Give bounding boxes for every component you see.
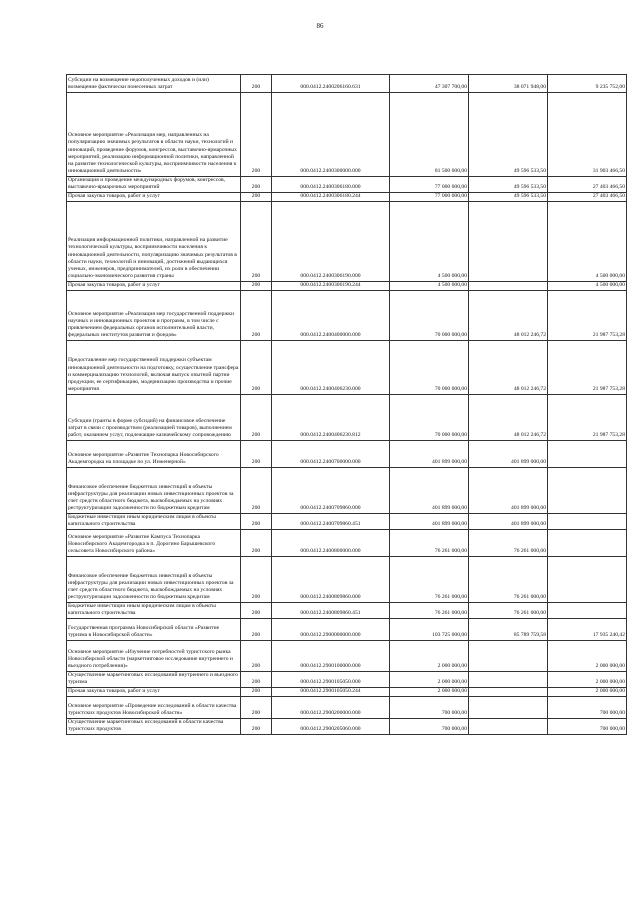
- row-name: Основное мероприятие «Развитие Кампуса Технопарка Новосибирского Академгородка в п. Дорогино Барышевского сельсовета Новосибирского района»: [67, 529, 241, 556]
- row-vr: 200: [241, 340, 272, 394]
- row-name: Прочая закупка товаров, работ и услуг: [67, 687, 241, 696]
- row-code: 000.0412.2900100000.000: [272, 640, 390, 671]
- row-amount-plan: 700 000,00: [390, 718, 469, 734]
- row-name: Реализация информационной политики, направленной на развитие технологической культуры, восприимчивости населения к инновационной деятельности, популяризацию значимых результатов в области науки, технологий и инноваций, достижений выдающихся ученых, инженеров, предпринимателей, их роли в обеспечении социально-экономического развития страны: [67, 201, 241, 281]
- row-code: 000.0412.2400406230.812: [272, 394, 390, 440]
- row-code: 000.0412.2400809860.451: [272, 602, 390, 618]
- row-code: 000.0412.2400300000.000: [272, 93, 390, 177]
- table-row: [67, 556, 627, 602]
- row-code: 000.0412.2900105050.244: [272, 687, 390, 696]
- row-amount-plan: 76 261 000,00: [390, 556, 469, 602]
- page-number: 86: [316, 22, 324, 30]
- row-code: 000.0412.2400809860.000: [272, 556, 390, 602]
- row-name: Субсидии на возмещение недополученных доходов и (или) возмещение фактически понесенных затрат: [67, 75, 241, 93]
- row-vr: 200: [241, 602, 272, 618]
- row-amount-remaining: 31 903 466,50: [548, 93, 627, 177]
- row-code: 000.0412.2900105050.000: [272, 671, 390, 687]
- row-amount-remaining: 2 000 000,00: [548, 671, 627, 687]
- row-name: Бюджетные инвестиции иным юридическим лицам в объекты капитального строительства: [67, 602, 241, 618]
- table-row: [67, 192, 627, 201]
- row-vr: 200: [241, 696, 272, 718]
- row-code: 000.0412.2900205060.000: [272, 718, 390, 734]
- row-name: Осуществление маркетинговых исследований внутреннего и въездного туризма: [67, 671, 241, 687]
- row-amount-plan: 47 307 700,00: [390, 75, 469, 93]
- table-row: [67, 75, 627, 93]
- row-code: 000.0412.2400700000.000: [272, 440, 390, 467]
- row-vr: 200: [241, 93, 272, 177]
- row-amount-remaining: 21 987 753,28: [548, 340, 627, 394]
- row-vr: 200: [241, 718, 272, 734]
- row-amount-remaining: 700 000,00: [548, 718, 627, 734]
- row-amount-executed: 38 071 948,00: [469, 75, 548, 93]
- table-row: [67, 177, 627, 193]
- row-amount-remaining: 4 500 000,00: [548, 201, 627, 281]
- row-name: Организация и проведение международных форумов, конгрессов, выставочно-ярмарочных мероприятий: [67, 177, 241, 193]
- row-name: Основное мероприятие «Развитие Технопарка Новосибирского Академгородка на площадке по ул. Инженерной»: [67, 440, 241, 467]
- row-amount-executed: 48 012 246,72: [469, 340, 548, 394]
- row-code: 000.0412.2400400000.000: [272, 290, 390, 340]
- row-vr: 200: [241, 290, 272, 340]
- row-amount-executed: 76 261 000,00: [469, 602, 548, 618]
- table-row: [67, 671, 627, 687]
- row-amount-remaining: 27 403 466,50: [548, 192, 627, 201]
- row-vr: 200: [241, 618, 272, 640]
- row-name: Финансовое обеспечение бюджетных инвестиций в объекты инфраструктуры для реализации новых инвестиционных проектов за счет средств областного бюджета, высвобождаемых на условиях реструктуризации задолженности по бюджетным кредитам: [67, 467, 241, 513]
- row-name: Предоставление мер государственной поддержки субъектам инновационной деятельности на подготовку, осуществление трансфера и коммерциализацию технологий, включая выпуск опытной партии продукции, ее сертификацию, модернизацию производства и прочие мероприятия: [67, 340, 241, 394]
- row-vr: 200: [241, 556, 272, 602]
- row-vr: 200: [241, 394, 272, 440]
- row-code: 000.0412.2400306180.244: [272, 192, 390, 201]
- row-name: Прочая закупка товаров, работ и услуг: [67, 281, 241, 290]
- budget-table: [66, 74, 627, 735]
- row-code: 000.0412.2400800000.000: [272, 529, 390, 556]
- row-amount-executed: 48 012 246,72: [469, 290, 548, 340]
- table-row: [67, 440, 627, 467]
- row-amount-executed: 49 596 533,50: [469, 93, 548, 177]
- table-row: [67, 696, 627, 718]
- row-amount-remaining: [548, 529, 627, 556]
- row-amount-executed: 401 899 000,00: [469, 467, 548, 513]
- row-vr: 200: [241, 192, 272, 201]
- row-amount-remaining: 2 000 000,00: [548, 640, 627, 671]
- table-row: [67, 467, 627, 513]
- table-row: [67, 718, 627, 734]
- row-vr: 200: [241, 177, 272, 193]
- row-amount-plan: 2 000 000,00: [390, 640, 469, 671]
- table-row: [67, 281, 627, 290]
- row-vr: 200: [241, 75, 272, 93]
- row-amount-plan: 700 000,00: [390, 696, 469, 718]
- row-amount-plan: 70 000 000,00: [390, 290, 469, 340]
- row-name: Основное мероприятие «Проведение исследований в области качества туристских продуктов Новосибирской области»: [67, 696, 241, 718]
- row-code: 000.0412.2400306190.000: [272, 201, 390, 281]
- row-amount-remaining: 4 500 000,00: [548, 281, 627, 290]
- row-name: Осуществление маркетинговых исследований в области качества туристских продуктов: [67, 718, 241, 734]
- table-row: [67, 513, 627, 529]
- row-name: Прочая закупка товаров, работ и услуг: [67, 192, 241, 201]
- row-amount-executed: 76 261 000,00: [469, 529, 548, 556]
- row-amount-plan: 401 899 000,00: [390, 440, 469, 467]
- row-vr: 200: [241, 440, 272, 467]
- row-code: 000.0412.2400306190.244: [272, 281, 390, 290]
- row-amount-remaining: [548, 440, 627, 467]
- row-name: Основное мероприятие «Реализация мер, направленных на популяризацию значимых результатов в области науки, технологий и инноваций, проведение форумов, конгрессов, выставочно-ярмарочных мероприятий, реализацию информационной политики, направленной на развитие технологической культуры, восприимчивости населения к инновационной деятельности»: [67, 93, 241, 177]
- table-row: [67, 290, 627, 340]
- table-row: [67, 201, 627, 281]
- row-vr: 200: [241, 529, 272, 556]
- row-amount-plan: 70 000 000,00: [390, 394, 469, 440]
- row-amount-plan: 103 725 000,00: [390, 618, 469, 640]
- row-amount-plan: 81 500 000,00: [390, 93, 469, 177]
- row-code: 000.0412.2400306180.000: [272, 177, 390, 193]
- row-amount-executed: 49 596 533,50: [469, 192, 548, 201]
- row-amount-plan: 401 899 000,00: [390, 467, 469, 513]
- row-code: 000.0412.2900000000.000: [272, 618, 390, 640]
- row-vr: 200: [241, 513, 272, 529]
- row-name: Субсидии (гранты в форме субсидий) на финансовое обеспечение затрат в связи с производством (реализацией товаров), выполнением работ, оказанием услуг, подлежащие казначейскому сопровождению: [67, 394, 241, 440]
- row-amount-executed: [469, 201, 548, 281]
- table-row: [67, 602, 627, 618]
- row-amount-plan: 2 000 000,00: [390, 687, 469, 696]
- row-amount-executed: 85 789 759,58: [469, 618, 548, 640]
- table-row: [67, 687, 627, 696]
- row-amount-executed: [469, 671, 548, 687]
- row-amount-executed: 48 012 246,72: [469, 394, 548, 440]
- row-amount-executed: [469, 718, 548, 734]
- row-amount-plan: 4 500 000,00: [390, 201, 469, 281]
- row-amount-plan: 4 500 000,00: [390, 281, 469, 290]
- row-amount-remaining: 17 935 240,42: [548, 618, 627, 640]
- row-amount-remaining: 21 987 753,28: [548, 394, 627, 440]
- row-vr: 200: [241, 640, 272, 671]
- row-amount-executed: [469, 696, 548, 718]
- row-amount-plan: 76 261 000,00: [390, 602, 469, 618]
- table-row: [67, 618, 627, 640]
- table-row: [67, 394, 627, 440]
- row-amount-executed: [469, 640, 548, 671]
- row-amount-remaining: 700 000,00: [548, 696, 627, 718]
- budget-table-body: [67, 75, 627, 735]
- table-row: [67, 340, 627, 394]
- row-code: 000.0412.2400709860.451: [272, 513, 390, 529]
- row-amount-plan: 401 899 000,00: [390, 513, 469, 529]
- row-vr: 200: [241, 467, 272, 513]
- row-vr: 200: [241, 687, 272, 696]
- row-amount-remaining: [548, 556, 627, 602]
- table-row: [67, 93, 627, 177]
- row-amount-plan: 77 000 000,00: [390, 192, 469, 201]
- row-amount-plan: 76 261 000,00: [390, 529, 469, 556]
- row-amount-executed: 401 899 000,00: [469, 513, 548, 529]
- row-name: Бюджетные инвестиции иным юридическим лицам в объекты капитального строительства: [67, 513, 241, 529]
- row-amount-remaining: [548, 467, 627, 513]
- row-amount-executed: [469, 281, 548, 290]
- row-vr: 200: [241, 201, 272, 281]
- row-amount-remaining: [548, 513, 627, 529]
- row-vr: 200: [241, 281, 272, 290]
- row-vr: 200: [241, 671, 272, 687]
- row-amount-remaining: 27 403 466,50: [548, 177, 627, 193]
- row-amount-executed: 49 596 533,50: [469, 177, 548, 193]
- row-name: Финансовое обеспечение бюджетных инвестиций в объекты инфраструктуры для реализации новых инвестиционных проектов за счет средств областного бюджета, высвобождаемых на условиях реструктуризации задолженности по бюджетным кредитам: [67, 556, 241, 602]
- table-row: [67, 640, 627, 671]
- row-code: 000.0412.2900200000.000: [272, 696, 390, 718]
- row-amount-plan: 77 000 000,00: [390, 177, 469, 193]
- row-amount-remaining: 2 000 000,00: [548, 687, 627, 696]
- row-amount-plan: 70 000 000,00: [390, 340, 469, 394]
- row-code: 000.0412.2400206160.631: [272, 75, 390, 93]
- row-amount-executed: [469, 687, 548, 696]
- row-amount-plan: 2 000 000,00: [390, 671, 469, 687]
- row-name: Основное мероприятие «Изучение потребностей туристского рынка Новосибирской области (маркетинговое исследование внутреннего и въездного потребления)»: [67, 640, 241, 671]
- row-amount-executed: 76 261 000,00: [469, 556, 548, 602]
- row-code: 000.0412.2400406230.000: [272, 340, 390, 394]
- row-amount-remaining: 21 987 753,28: [548, 290, 627, 340]
- row-amount-executed: 401 899 000,00: [469, 440, 548, 467]
- row-name: Основное мероприятие «Реализация мер государственной поддержки научных и инновационных проектов и программ, в том числе с привлечением федеральных органов исполнительной власти, федеральных институтов развития и фондов»: [67, 290, 241, 340]
- row-amount-remaining: [548, 602, 627, 618]
- row-name: Государственная программа Новосибирской области «Развитие туризма в Новосибирской области»: [67, 618, 241, 640]
- row-amount-remaining: 9 235 752,00: [548, 75, 627, 93]
- table-row: [67, 529, 627, 556]
- row-code: 000.0412.2400709860.000: [272, 467, 390, 513]
